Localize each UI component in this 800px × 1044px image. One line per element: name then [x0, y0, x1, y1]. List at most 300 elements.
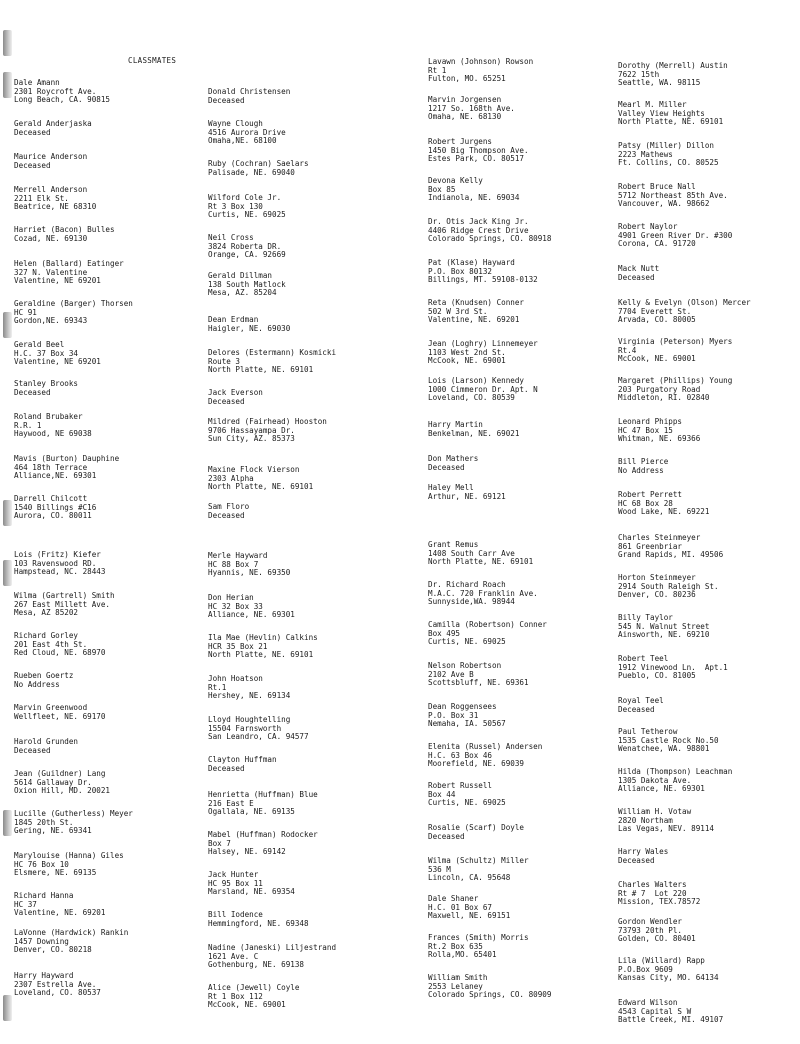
- binder-mark: [3, 995, 12, 1021]
- classmate-address-line: 7704 Everett St.: [618, 306, 692, 316]
- binder-mark: [3, 560, 12, 586]
- classmate-name: Jean (Loghry) Linnemeyer: [428, 339, 538, 348]
- classmate-entry: [14, 551, 105, 577]
- classmate-name: Bill Iodence: [208, 910, 263, 919]
- classmate-address-line: 1457 Downing: [14, 936, 69, 946]
- classmate-name: Dorothy (Merrell) Austin: [618, 61, 728, 70]
- classmate-name: Hilda (Thompson) Leachman: [618, 767, 733, 776]
- classmate-address-line: Deceased: [208, 396, 245, 406]
- classmate-entry: [618, 101, 723, 127]
- classmate-address-line: Valentine, NE. 69201: [14, 908, 106, 918]
- classmate-name: Jean (Guildner) Lang: [14, 769, 106, 778]
- classmate-address-line: 15504 Farnsworth: [208, 723, 282, 733]
- classmate-entry: [618, 338, 732, 364]
- classmate-address-line: Oxion Hill, MD. 20021: [14, 786, 111, 796]
- classmate-address-line: 2553 Lelaney: [428, 981, 483, 991]
- classmate-name: Harry Hayward: [14, 971, 74, 980]
- classmate-entry: [618, 377, 732, 403]
- classmate-address-line: Arvada, CO. 80005: [618, 315, 696, 325]
- classmate-entry: [14, 300, 133, 326]
- classmate-address-line: Colorado Springs, CO. 80918: [428, 234, 552, 244]
- classmate-entry: [14, 704, 105, 721]
- classmate-entry: [208, 552, 290, 578]
- classmate-name: Ila Mae (Hevlin) Calkins: [208, 633, 318, 642]
- classmate-name: Sam Floro: [208, 502, 250, 511]
- classmate-entry: [618, 697, 664, 714]
- classmate-address-line: Mesa, AZ 85202: [14, 608, 79, 618]
- classmate-name: Clayton Huffman: [208, 755, 277, 764]
- classmate-name: Marvin Greenwood: [14, 703, 88, 712]
- classmate-address-line: 4406 Ridge Crest Drive: [428, 225, 529, 235]
- classmate-address-line: Whitman, NE. 69366: [618, 434, 701, 444]
- classmate-address-line: Palisade, NE. 69040: [208, 167, 295, 177]
- classmate-address-line: Ft. Collins, CO. 80525: [618, 158, 719, 168]
- classmate-address-line: Fulton, MO. 65251: [428, 74, 506, 84]
- classmate-entry: [208, 831, 318, 857]
- classmate-address-line: Valentine, NE. 69201: [428, 315, 520, 325]
- classmate-address-line: Alliance,NE. 69301: [14, 471, 97, 481]
- classmate-address-line: Pueblo, CO. 81005: [618, 671, 696, 681]
- classmate-address-line: 1540 Billings #C16: [14, 502, 97, 512]
- classmate-entry: [208, 791, 318, 817]
- classmate-address-line: 201 East 4th St.: [14, 639, 88, 649]
- classmate-entry: [618, 62, 728, 88]
- classmate-name: Rueben Goertz: [14, 671, 74, 680]
- classmate-entry: [428, 377, 538, 403]
- classmate-entry: [14, 929, 128, 955]
- classmate-name: Dean Erdman: [208, 315, 259, 324]
- binder-mark: [3, 500, 12, 526]
- classmate-address-line: Deceased: [618, 855, 655, 865]
- classmate-address-line: Hemmingford, NE. 69348: [208, 918, 309, 928]
- classmate-address-line: Hershey, NE. 69134: [208, 691, 291, 701]
- classmate-address-line: 1621 Ave. C: [208, 951, 259, 961]
- classmate-entry: [618, 881, 700, 907]
- classmate-address-line: Rt.4: [618, 345, 637, 355]
- classmate-entry: [14, 79, 110, 105]
- classmate-name: Elenita (Russel) Andersen: [428, 742, 543, 751]
- classmate-address-line: Hampstead, NC. 28443: [14, 567, 106, 577]
- classmate-name: Nadine (Janeski) Liljestrand: [208, 943, 337, 952]
- classmate-address-line: Haywood, NE 69038: [14, 429, 92, 439]
- classmate-address-line: HC 68 Box 28: [618, 498, 673, 508]
- classmate-address-line: 1217 So. 168th Ave.: [428, 103, 515, 113]
- binder-mark: [3, 30, 12, 56]
- classmate-address-line: 2303 Alpha: [208, 473, 254, 483]
- classmate-address-line: Battle Creek, MI. 49107: [618, 1015, 724, 1025]
- classmate-entry: [618, 183, 728, 209]
- classmate-name: Nelson Robertson: [428, 661, 502, 670]
- classmate-address-line: Elsmere, NE. 69135: [14, 868, 97, 878]
- classmate-address-line: Hyannis, NE. 69350: [208, 568, 291, 578]
- classmate-name: Helen (Ballard) Eatinger: [14, 259, 124, 268]
- classmate-address-line: Deceased: [618, 704, 655, 714]
- classmate-address-line: Benkelman, NE. 69021: [428, 428, 520, 438]
- classmate-address-line: HC 95 Box 11: [208, 878, 263, 888]
- classmate-name: Lois (Fritz) Kiefer: [14, 550, 101, 559]
- classmate-entry: [428, 621, 547, 647]
- classmate-address-line: McCook, NE. 69001: [618, 354, 696, 364]
- classmate-address-line: 327 N. Valentine: [14, 267, 88, 277]
- classmate-name: Charles Walters: [618, 880, 687, 889]
- classmate-address-line: North Platte, NE. 69101: [208, 365, 314, 375]
- classmate-address-line: H.C. 63 Box 46: [428, 750, 493, 760]
- classmate-address-line: No Address: [14, 679, 60, 689]
- classmate-name: Dale Amann: [14, 78, 60, 87]
- classmate-entry: [14, 770, 110, 796]
- classmate-entry: [14, 380, 78, 397]
- classmate-entry: [14, 413, 92, 439]
- classmate-address-line: M.A.C. 720 Franklin Ave.: [428, 588, 538, 598]
- classmate-name: Delores (Estermann) Kosmicki: [208, 348, 337, 357]
- classmate-address-line: 216 East E: [208, 798, 254, 808]
- classmate-name: Camilla (Robertson) Conner: [428, 620, 547, 629]
- classmate-address-line: Box 44: [428, 789, 456, 799]
- classmate-name: Virginia (Peterson) Myers: [618, 337, 733, 346]
- classmate-address-line: 103 Ravenswood RD.: [14, 558, 97, 568]
- classmate-name: Donald Christensen: [208, 87, 291, 96]
- classmate-name: Devona Kelly: [428, 176, 483, 185]
- classmate-address-line: Vancouver, WA. 98662: [618, 199, 710, 209]
- classmate-entry: [428, 581, 538, 607]
- classmate-address-line: Marsland, NE. 69354: [208, 887, 295, 897]
- classmate-address-line: Denver, CO. 80236: [618, 590, 696, 600]
- classmate-address-line: Sunnyside,WA. 98944: [428, 597, 515, 607]
- classmate-address-line: 2211 Elk St.: [14, 193, 69, 203]
- classmate-entry: [208, 871, 295, 897]
- classmate-name: Wayne Clough: [208, 119, 263, 128]
- classmate-address-line: Aurora, CO. 80011: [14, 511, 92, 521]
- classmate-address-line: Curtis, NE. 69025: [428, 798, 506, 808]
- classmate-name: Mearl M. Miller: [618, 100, 687, 109]
- classmate-address-line: Beatrice, NE 68310: [14, 202, 97, 212]
- classmate-address-line: 1912 Vinewood Ln. Apt.1: [618, 662, 728, 672]
- classmate-entry: [428, 96, 515, 122]
- classmate-address-line: 3824 Roberta DR.: [208, 241, 282, 251]
- classmate-entry: [14, 972, 101, 998]
- classmate-address-line: 1103 West 2nd St.: [428, 347, 506, 357]
- classmate-address-line: Middleton, RI. 02840: [618, 393, 710, 403]
- classmate-address-line: 4901 Green River Dr. #300: [618, 230, 733, 240]
- classmate-entry: [14, 495, 96, 521]
- classmate-address-line: Wenatchee, WA. 98801: [618, 744, 710, 754]
- classmate-address-line: Long Beach, CA. 90815: [14, 95, 111, 105]
- classmate-name: Don Herian: [208, 593, 254, 602]
- classmate-entry: [428, 857, 529, 883]
- classmate-address-line: 2102 Ave B: [428, 669, 474, 679]
- classmate-address-line: Rt 3 Box 130: [208, 201, 263, 211]
- classmate-name: Robert Russell: [428, 781, 493, 790]
- classmate-entry: [208, 634, 318, 660]
- classmate-address-line: No Address: [618, 465, 664, 475]
- classmate-address-line: Deceased: [14, 160, 51, 170]
- classmate-address-line: 4543 Capital S W: [618, 1006, 692, 1016]
- classmate-name: Gerald Dillman: [208, 271, 273, 280]
- classmate-entry: [14, 592, 115, 618]
- classmate-name: Royal Teel: [618, 696, 664, 705]
- classmate-address-line: Alliance, NE. 69301: [208, 610, 295, 620]
- classmate-address-line: 203 Purgatory Road: [618, 384, 701, 394]
- classmate-entry: [208, 911, 309, 928]
- classmate-entry: [428, 218, 551, 244]
- classmate-address-line: 4516 Aurora Drive: [208, 127, 286, 137]
- classmate-address-line: HC 76 Box 10: [14, 859, 69, 869]
- classmate-name: Wilma (Gartrell) Smith: [14, 591, 115, 600]
- classmate-name: Leonard Phipps: [618, 417, 683, 426]
- classmate-entry: [428, 703, 506, 729]
- classmate-address-line: Deceased: [14, 745, 51, 755]
- classmate-address-line: Corona, CA. 91720: [618, 239, 696, 249]
- classmate-name: Don Mathers: [428, 454, 479, 463]
- classmate-address-line: McCook, NE. 69001: [428, 356, 506, 366]
- page-title: CLASSMATES: [128, 56, 177, 65]
- classmate-entry: [618, 491, 709, 517]
- classmate-address-line: Haigler, NE. 69030: [208, 323, 291, 333]
- classmate-name: Richard Hanna: [14, 891, 74, 900]
- classmate-entry: [618, 223, 732, 249]
- classmate-name: Kelly & Evelyn (Olson) Mercer: [618, 298, 751, 307]
- classmate-address-line: Colorado Springs, CO. 80909: [428, 990, 552, 1000]
- classmate-address-line: Omaha,NE. 68100: [208, 136, 277, 146]
- classmate-name: Harold Grunden: [14, 737, 79, 746]
- classmate-address-line: Wood Lake, NE. 69221: [618, 507, 710, 517]
- classmate-name: Robert Jurgens: [428, 137, 493, 146]
- classmate-address-line: 1305 Dakota Ave.: [618, 775, 692, 785]
- classmate-entry: [428, 782, 506, 808]
- classmate-address-line: Rt.1: [208, 682, 227, 692]
- classmate-address-line: 536 M: [428, 864, 451, 874]
- classmate-address-line: 2914 South Raleigh St.: [618, 581, 719, 591]
- classmate-address-line: San Leandro, CA. 94577: [208, 732, 309, 742]
- classmate-name: Lois (Larson) Kennedy: [428, 376, 525, 385]
- classmate-address-line: Deceased: [208, 763, 245, 773]
- classmate-entry: [208, 756, 277, 773]
- classmate-address-line: Cozad, NE. 69130: [14, 233, 88, 243]
- classmate-name: John Hoatson: [208, 674, 263, 683]
- classmate-entry: [14, 153, 87, 170]
- binder-mark: [3, 312, 12, 338]
- classmate-address-line: North Platte, NE. 69101: [428, 557, 534, 567]
- classmate-address-line: North Platte, NE. 69101: [208, 650, 314, 660]
- classmate-address-line: HC 47 Box 15: [618, 425, 673, 435]
- classmate-entry: [208, 675, 290, 701]
- classmate-address-line: Scottsbluff, NE. 69361: [428, 678, 529, 688]
- classmate-name: Frances (Smith) Morris: [428, 933, 529, 942]
- classmate-name: Wilford Cole Jr.: [208, 193, 282, 202]
- classmate-address-line: 2301 Roycroft Ave.: [14, 86, 97, 96]
- classmate-address-line: 9706 Hassayampa Dr.: [208, 425, 295, 435]
- classmate-address-line: R.R. 1: [14, 420, 42, 430]
- classmate-address-line: Loveland, CO. 80537: [14, 988, 101, 998]
- classmate-name: Charles Steinmeyer: [618, 533, 701, 542]
- classmate-name: Maurice Anderson: [14, 152, 88, 161]
- classmate-entry: [618, 614, 709, 640]
- classmate-address-line: Las Vegas, NEV. 89114: [618, 824, 715, 834]
- classmate-address-line: Grand Rapids, MI. 49506: [618, 550, 724, 560]
- classmate-address-line: Halsey, NE. 69142: [208, 847, 286, 857]
- classmate-address-line: Orange, CA. 92669: [208, 250, 286, 260]
- classmate-entry: [208, 194, 286, 220]
- classmate-name: Harry Wales: [618, 847, 669, 856]
- classmate-entry: [208, 349, 336, 375]
- classmate-name: Dean Roggensees: [428, 702, 497, 711]
- classmate-entry: [14, 455, 119, 481]
- classmate-address-line: Arthur, NE. 69121: [428, 491, 506, 501]
- classmate-address-line: Wellfleet, NE. 69170: [14, 711, 106, 721]
- classmate-address-line: Nemaha, IA. 50567: [428, 719, 506, 729]
- classmate-address-line: Rt.2 Box 635: [428, 941, 483, 951]
- classmate-name: Bill Pierce: [618, 457, 669, 466]
- classmate-entry: [14, 120, 92, 137]
- classmate-entry: [428, 974, 551, 1000]
- classmate-name: Paul Tetherow: [618, 727, 678, 736]
- classmate-entry: [14, 260, 124, 286]
- classmate-address-line: Denver, CO. 80218: [14, 945, 92, 955]
- classmate-address-line: HCR 35 Box 21: [208, 641, 268, 651]
- classmate-entry: [428, 455, 478, 472]
- classmate-entry: [618, 534, 723, 560]
- classmate-address-line: Ainsworth, NE. 69210: [618, 630, 710, 640]
- classmate-entry: [428, 934, 529, 960]
- classmate-address-line: Box 495: [428, 628, 461, 638]
- classmate-name: Ruby (Cochran) Saelars: [208, 159, 309, 168]
- classmate-entry: [618, 265, 659, 282]
- classmate-entry: [208, 88, 290, 105]
- classmate-entry: [618, 299, 751, 325]
- classmate-address-line: Route 3: [208, 356, 241, 366]
- classmate-entry: [208, 389, 263, 406]
- classmate-entry: [208, 503, 249, 520]
- classmate-address-line: 545 N. Walnut Street: [618, 621, 710, 631]
- classmate-entry: [428, 541, 533, 567]
- classmate-name: Darrell Chilcott: [14, 494, 88, 503]
- classmate-name: Lloyd Houghtelling: [208, 715, 291, 724]
- classmate-address-line: Golden, CO. 80401: [618, 934, 696, 944]
- classmate-address-line: P.O. Box 31: [428, 710, 479, 720]
- classmate-entry: [14, 186, 96, 212]
- classmate-entry: [618, 458, 668, 475]
- classmate-entry: [208, 944, 336, 970]
- classmate-name: Reta (Knudsen) Conner: [428, 298, 525, 307]
- classmate-address-line: 861 Greenbriar: [618, 541, 683, 551]
- classmate-name: Mavis (Burton) Dauphine: [14, 454, 120, 463]
- classmate-address-line: Billings, MT. 59108-0132: [428, 275, 538, 285]
- classmate-entry: [428, 177, 519, 203]
- classmate-address-line: 1408 South Carr Ave: [428, 548, 515, 558]
- classmate-name: Dr. Richard Roach: [428, 580, 506, 589]
- classmate-address-line: Mission, TEX.78572: [618, 897, 701, 907]
- classmate-name: Lucille (Gutherless) Meyer: [14, 809, 133, 818]
- classmate-name: LaVonne (Hardwick) Rankin: [14, 928, 129, 937]
- classmate-entry: [618, 957, 719, 983]
- classmate-name: Dr. Otis Jack King Jr.: [428, 217, 529, 226]
- classmate-entry: [208, 234, 286, 260]
- classmate-name: Mack Nutt: [618, 264, 660, 273]
- classmate-entry: [428, 895, 510, 921]
- classmate-address-line: 5712 Northeast 85th Ave.: [618, 190, 728, 200]
- classmate-address-line: Deceased: [208, 95, 245, 105]
- classmate-address-line: P.O. Box 80132: [428, 266, 493, 276]
- classmate-entry: [618, 574, 719, 600]
- classmate-name: Richard Gorley: [14, 631, 79, 640]
- classmate-name: Jack Everson: [208, 388, 263, 397]
- classmate-entry: [428, 484, 506, 501]
- classmate-entry: [14, 632, 105, 658]
- classmate-name: Grant Remus: [428, 540, 479, 549]
- classmate-address-line: HC 88 Box 7: [208, 559, 259, 569]
- classmate-name: Stanley Brooks: [14, 379, 79, 388]
- classmate-name: William Smith: [428, 973, 488, 982]
- classmate-address-line: Deceased: [14, 387, 51, 397]
- classmate-address-line: Ogallala, NE. 69135: [208, 807, 295, 817]
- classmate-entry: [208, 160, 309, 177]
- classmate-name: Alice (Jewell) Coyle: [208, 983, 300, 992]
- classmate-name: Marylouise (Hanna) Giles: [14, 851, 124, 860]
- classmate-name: Robert Teel: [618, 654, 669, 663]
- classmate-name: Haley Mell: [428, 483, 474, 492]
- classmate-name: Gordon Wendler: [618, 917, 683, 926]
- classmate-address-line: McCook, NE. 69001: [208, 1000, 286, 1010]
- classmate-address-line: Curtis, NE. 69025: [208, 210, 286, 220]
- classmate-address-line: Rt # 7 Lot 220: [618, 888, 687, 898]
- classmate-address-line: Alliance, NE. 69301: [618, 784, 705, 794]
- classmate-name: Mildred (Fairhead) Hooston: [208, 417, 327, 426]
- classmate-name: Patsy (Miller) Dillon: [618, 141, 715, 150]
- classmate-entry: [428, 58, 533, 84]
- classmate-entry: [14, 738, 78, 755]
- classmate-address-line: P.O.Box 9609: [618, 964, 673, 974]
- binder-mark: [3, 810, 12, 836]
- classmate-entry: [14, 892, 105, 918]
- classmate-name: Harriet (Bacon) Bulles: [14, 225, 115, 234]
- classmate-name: Maxine Flock Vierson: [208, 465, 300, 474]
- classmate-entry: [428, 299, 524, 325]
- classmate-name: Harry Martin: [428, 420, 483, 429]
- classmate-entry: [208, 418, 327, 444]
- classmate-address-line: H.C. 37 Box 34: [14, 348, 79, 358]
- classmate-address-line: 1000 Cimmeron Dr. Apt. N: [428, 384, 538, 394]
- classmate-name: Rosalie (Scarf) Doyle: [428, 823, 525, 832]
- classmate-name: Robert Naylor: [618, 222, 678, 231]
- classmate-name: Margaret (Phillips) Young: [618, 376, 733, 385]
- classmate-address-line: North Platte, NE. 69101: [618, 117, 724, 127]
- classmate-address-line: Box 85: [428, 184, 456, 194]
- classmate-entry: [208, 984, 299, 1010]
- classmate-address-line: 2307 Estrella Ave.: [14, 979, 97, 989]
- classmate-address-line: Rt 1: [428, 65, 447, 75]
- classmate-name: Horton Steinmeyer: [618, 573, 696, 582]
- classmate-entry: [618, 768, 732, 794]
- classmate-address-line: Gering, NE. 69341: [14, 826, 92, 836]
- classmate-address-line: Deceased: [428, 462, 465, 472]
- classmate-entry: [208, 594, 295, 620]
- classmate-name: Jack Hunter: [208, 870, 259, 879]
- classmate-address-line: Omaha, NE. 68130: [428, 112, 502, 122]
- classmate-address-line: Box 7: [208, 838, 231, 848]
- classmate-address-line: North Platte, NE. 69101: [208, 482, 314, 492]
- classmate-entry: [14, 226, 115, 243]
- classmate-name: Lila (Willard) Rapp: [618, 956, 705, 965]
- classmate-entry: [14, 852, 124, 878]
- classmate-address-line: Rt 1 Box 112: [208, 991, 263, 1001]
- classmate-name: Gerald Beel: [14, 340, 65, 349]
- classmate-name: Robert Bruce Nall: [618, 182, 696, 191]
- classmate-entry: [618, 655, 728, 681]
- classmate-address-line: Rolla,MO. 65401: [428, 950, 497, 960]
- classmate-entry: [618, 918, 696, 944]
- classmate-entry: [428, 138, 529, 164]
- classmate-address-line: Maxwell, NE. 69151: [428, 911, 511, 921]
